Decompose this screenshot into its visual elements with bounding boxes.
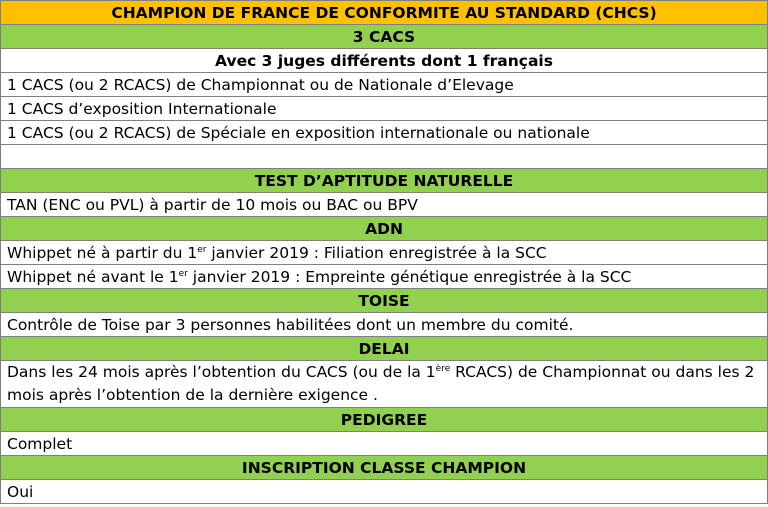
section-header-row (1, 408, 768, 432)
section-header-row (1, 337, 768, 361)
section-header-row (1, 169, 768, 193)
table-row (1, 480, 768, 504)
subheader-row (1, 49, 768, 73)
table-row (1, 432, 768, 456)
section-header-row (1, 25, 768, 49)
section-header-pedigree: PEDIGREE (1, 408, 768, 432)
table-row (1, 121, 768, 145)
cacs-item: 1 CACS (ou 2 RCACS) de Spéciale en exposition internationale ou nationale (1, 121, 768, 145)
section-header-cacs: 3 CACS (1, 25, 768, 49)
adn-row-2: Whippet né avant le 1er janvier 2019 : Empreinte génétique enregistrée à la SCC (1, 265, 768, 289)
inscription-text: Oui (1, 480, 768, 504)
table-row (1, 361, 768, 408)
table-title: CHAMPION DE FRANCE DE CONFORMITE AU STANDARD (CHCS) (1, 1, 768, 25)
toise-text: Contrôle de Toise par 3 personnes habilitées dont un membre du comité. (1, 313, 768, 337)
section-header-delai: DELAI (1, 337, 768, 361)
section-header-toise: TOISE (1, 289, 768, 313)
cacs-item: 1 CACS d’exposition Internationale (1, 97, 768, 121)
section-header-row (1, 456, 768, 480)
empty-row (1, 145, 768, 169)
section-header-row (1, 217, 768, 241)
cacs-item: 1 CACS (ou 2 RCACS) de Championnat ou de Nationale d’Elevage (1, 73, 768, 97)
test-text: TAN (ENC ou PVL) à partir de 10 mois ou BAC ou BPV (1, 193, 768, 217)
table-row (1, 97, 768, 121)
delai-text: Dans les 24 mois après l’obtention du CACS (ou de la 1ère RCACS) de Championnat ou dans les 2 mois après l’obtention de la dernière exigence . (1, 361, 768, 408)
table-row (1, 73, 768, 97)
cacs-subheader: Avec 3 juges différents dont 1 français (1, 49, 768, 73)
section-header-row (1, 289, 768, 313)
section-header-inscription: INSCRIPTION CLASSE CHAMPION (1, 456, 768, 480)
table-row (1, 313, 768, 337)
adn-row-1: Whippet né à partir du 1er janvier 2019 : Filiation enregistrée à la SCC (1, 241, 768, 265)
empty-cell (1, 145, 768, 169)
table-row (1, 241, 768, 265)
title-row (1, 1, 768, 25)
section-header-adn: ADN (1, 217, 768, 241)
table-row (1, 265, 768, 289)
table-row (1, 193, 768, 217)
section-header-test: TEST D’APTITUDE NATURELLE (1, 169, 768, 193)
pedigree-text: Complet (1, 432, 768, 456)
